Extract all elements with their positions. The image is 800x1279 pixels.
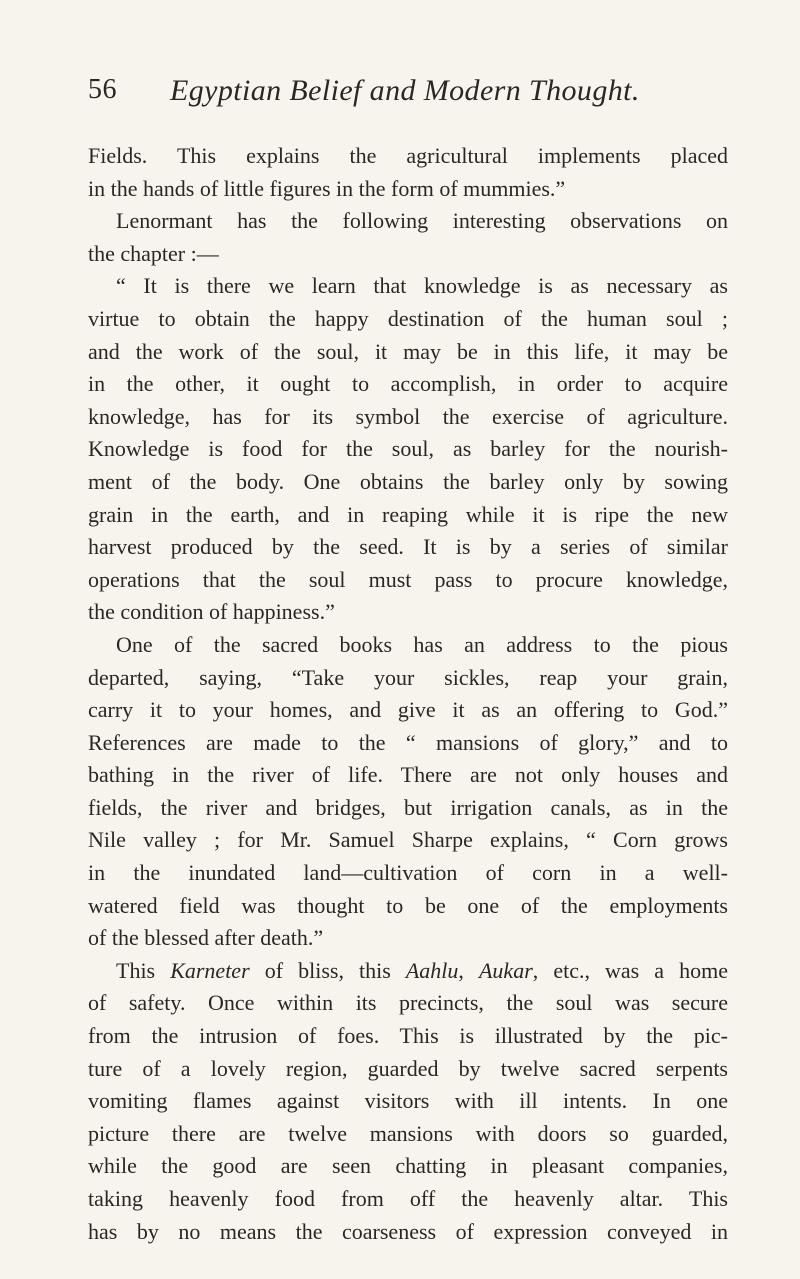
italic-term: Aahlu [405, 957, 459, 983]
text-line: vomiting flames against visitors with ill intents. In one [88, 1088, 728, 1114]
text-line: One of the sacred books has an address to the pious [116, 631, 728, 657]
text-segment: This [116, 957, 171, 983]
text-line: has by no means the coarseness of expression conveyed in [88, 1218, 728, 1244]
text-line: References are made to the “ mansions of glory,” and to [88, 729, 728, 755]
text-line: in the other, it ought to accomplish, in order to acquire [88, 371, 728, 397]
text-line: from the intrusion of foes. This is illustrated by the pic- [88, 1023, 728, 1049]
text-line: ment of the body. One obtains the barley only by sowing [88, 468, 728, 494]
italic-term: Karneter [170, 957, 250, 983]
text-line: harvest produced by the seed. It is by a series of similar [88, 534, 728, 560]
page-number: 56 [88, 74, 117, 105]
text-line: fields, the river and bridges, but irrigation canals, as in the [88, 794, 728, 820]
text-line: “ It is there we learn that knowledge is as necessary as [116, 273, 728, 299]
text-line: picture there are twelve mansions with doors so guarded, [88, 1120, 728, 1146]
text-line: operations that the soul must pass to procure knowledge, [88, 566, 728, 592]
text-line: and the work of the soul, it may be in this life, it may be [88, 338, 728, 364]
text-line: in the inundated land—cultivation of corn in a well- [88, 860, 728, 886]
text-line: carry it to your homes, and give it as an offering to God.” [88, 697, 728, 723]
text-segment: , [458, 957, 479, 983]
text-line: bathing in the river of life. There are not only houses and [88, 762, 728, 788]
text-line: departed, saying, “Take your sickles, reap your grain, [88, 664, 728, 690]
page-header [88, 74, 728, 114]
text-line: in the hands of little figures in the form of mummies.” [88, 175, 566, 201]
text-line: virtue to obtain the happy destination of the human soul ; [88, 305, 728, 331]
italic-term: Aukar [478, 957, 533, 983]
text-line: watered field was thought to be one of the employments [88, 892, 728, 918]
text-line: of safety. Once within its precincts, the soul was secure [88, 990, 728, 1016]
text-line: the chapter :— [88, 240, 219, 266]
text-line [88, 955, 728, 988]
text-line: ture of a lovely region, guarded by twelve sacred serpents [88, 1055, 728, 1081]
text-line: of the blessed after death.” [88, 925, 324, 951]
text-segment: , etc., was a home [532, 957, 728, 983]
body-text [88, 140, 728, 1248]
text-line: Fields. This explains the agricultural implements placed [88, 143, 728, 168]
text-line: Nile valley ; for Mr. Samuel Sharpe explains, “ Corn grows [88, 827, 728, 853]
text-line: the condition of happiness.” [88, 599, 335, 625]
text-line: while the good are seen chatting in pleasant companies, [88, 1153, 728, 1179]
text-line: grain in the earth, and in reaping while it is ripe the new [88, 501, 728, 527]
text-segment: of bliss, this [249, 957, 406, 983]
text-line: taking heavenly food from off the heavenly altar. This [88, 1186, 728, 1211]
text-line: Knowledge is food for the soul, as barley for the nourish- [88, 436, 728, 462]
text-line: knowledge, has for its symbol the exercise of agriculture. [88, 403, 728, 429]
running-title: Egyptian Belief and Modern Thought. [170, 74, 640, 107]
text-line: Lenormant has the following interesting observations on [116, 208, 728, 234]
